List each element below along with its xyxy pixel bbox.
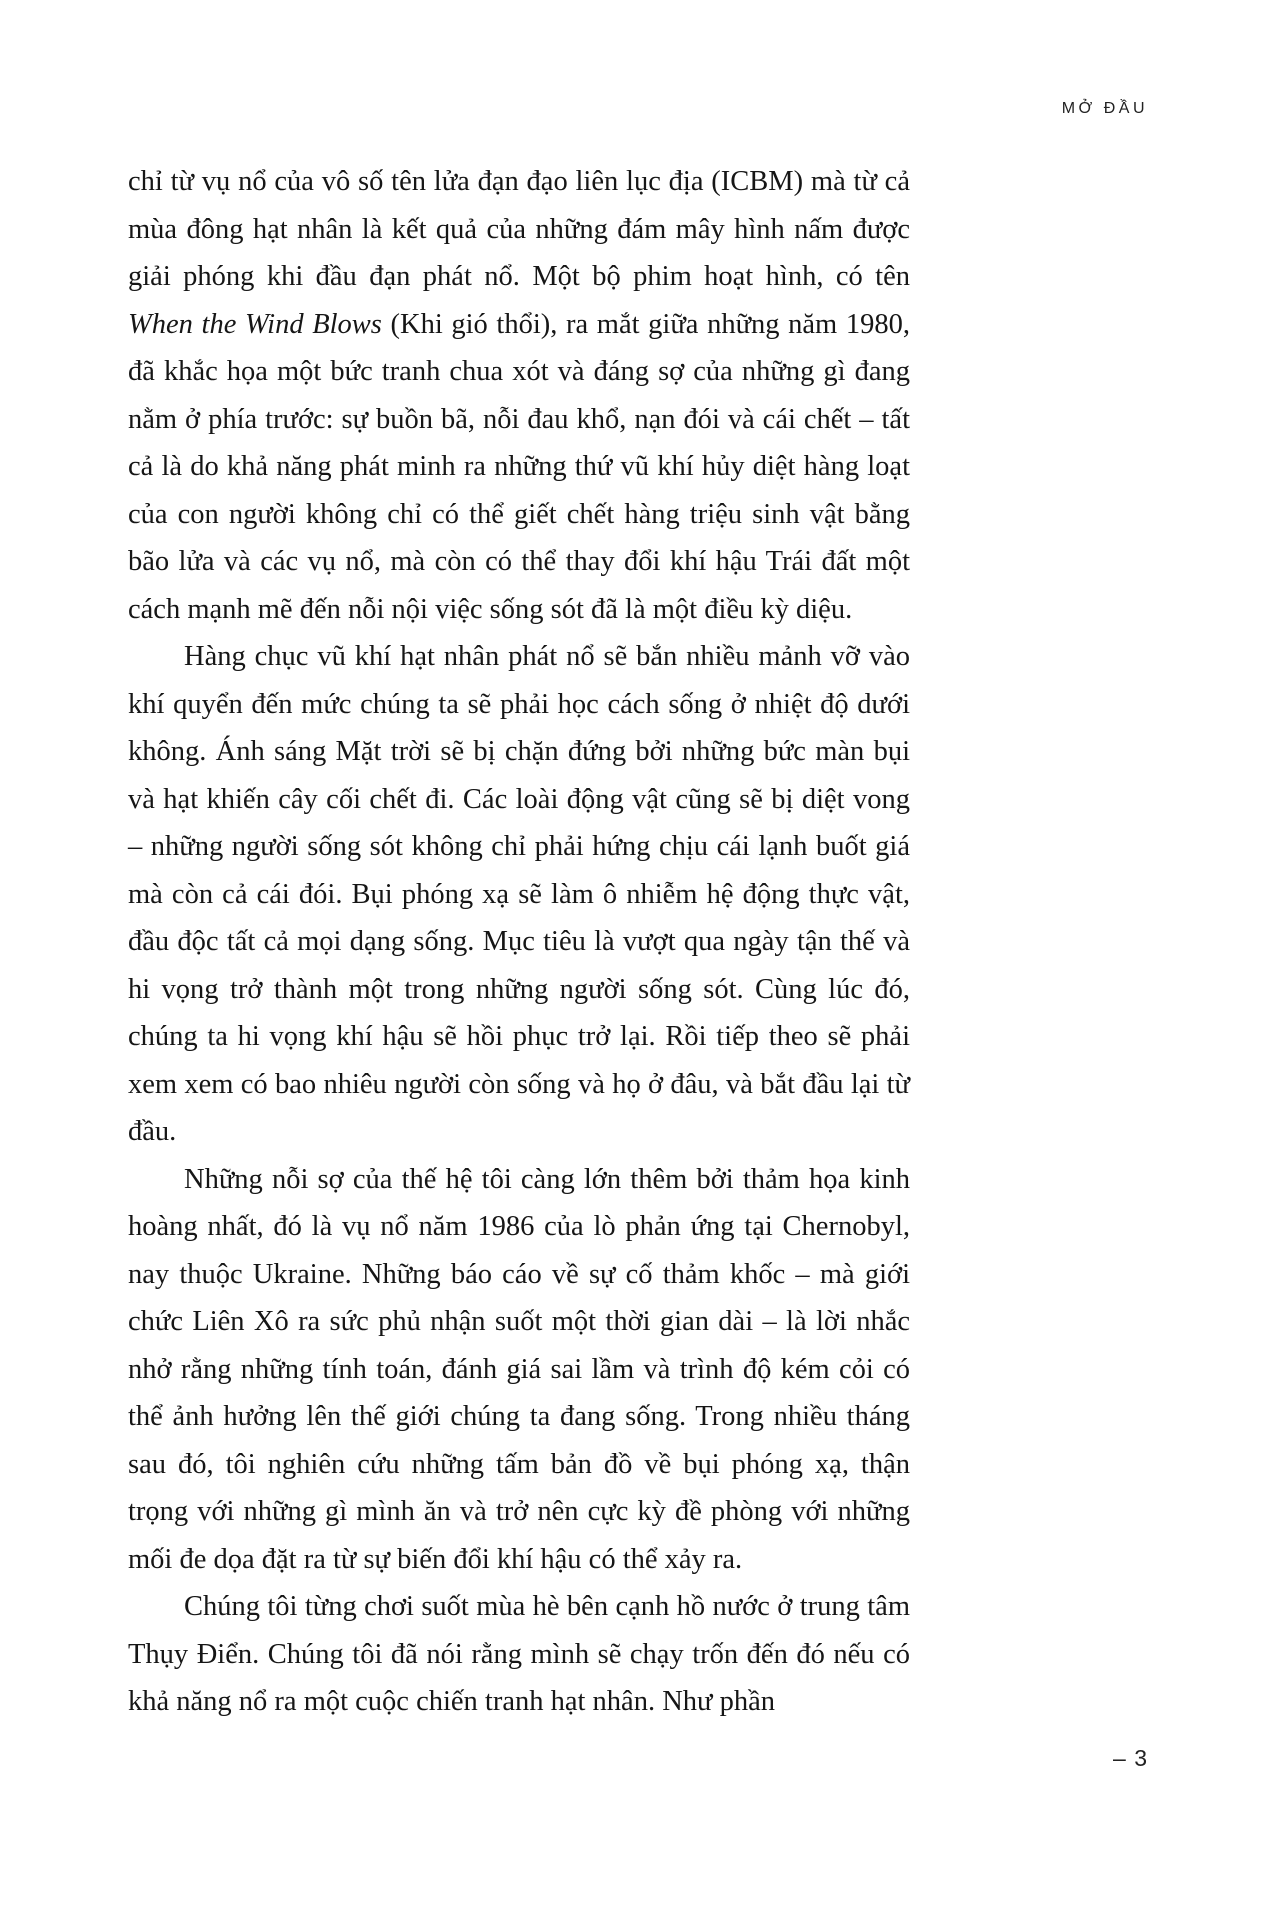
page-number: – 3	[1113, 1745, 1148, 1771]
running-head: MỞ ĐẦU	[1061, 100, 1148, 117]
film-title-italic: When the Wind Blows	[128, 308, 382, 340]
paragraph-3	[128, 1156, 910, 1584]
paragraph-2	[128, 633, 910, 1156]
text-run: Hàng chục vũ khí hạt nhân phát nổ sẽ bắn nhiều mảnh vỡ vào khí quyển đến mức chúng ta sẽ phải học cách sống ở nhiệt độ dưới không. Ánh sáng Mặt trời sẽ bị chặn đứng bởi những bức màn bụi và hạt khiến cây cối chết đi. Các loài động vật cũng sẽ bị diệt vong – những người sống sót không chỉ phải hứng chịu cái lạnh buốt giá mà còn cả cái đói. Bụi phóng xạ sẽ làm ô nhiễm hệ động thực vật, đầu độc tất cả mọi dạng sống. Mục tiêu là vượt qua ngày tận thế và hi vọng trở thành một trong những người sống sót. Cùng lúc đó, chúng ta hi vọng khí hậu sẽ hồi phục trở lại. Rồi tiếp theo sẽ phải xem xem có bao nhiêu người còn sống và họ ở đâu, và bắt đầu lại từ đầu.	[128, 641, 910, 1147]
paragraph-1	[128, 158, 910, 633]
text-run: chỉ từ vụ nổ của vô số tên lửa đạn đạo liên lục địa (ICBM) mà từ cả mùa đông hạt nhân là kết quả của những đám mây hình nấm được giải phóng khi đầu đạn phát nổ. Một bộ phim hoạt hình, có tên	[128, 166, 910, 292]
body-text-column	[128, 158, 910, 1726]
text-run: (Khi gió thổi), ra mắt giữa những năm 1980, đã khắc họa một bức tranh chua xót và đáng sợ của những gì đang nằm ở phía trước: sự buồn bã, nỗi đau khổ, nạn đói và cái chết – tất cả là do khả năng phát minh ra những thứ vũ khí hủy diệt hàng loạt của con người không chỉ có thể giết chết hàng triệu sinh vật bằng bão lửa và các vụ nổ, mà còn có thể thay đổi khí hậu Trái đất một cách mạnh mẽ đến nỗi nội việc sống sót đã là một điều kỳ diệu.	[128, 308, 910, 625]
paragraph-4	[128, 1583, 910, 1726]
text-run: Những nỗi sợ của thế hệ tôi càng lớn thêm bởi thảm họa kinh hoàng nhất, đó là vụ nổ năm 1986 của lò phản ứng tại Chernobyl, nay thuộc Ukraine. Những báo cáo về sự cố thảm khốc – mà giới chức Liên Xô ra sức phủ nhận suốt một thời gian dài – là lời nhắc nhở rằng những tính toán, đánh giá sai lầm và trình độ kém cỏi có thể ảnh hưởng lên thế giới chúng ta đang sống. Trong nhiều tháng sau đó, tôi nghiên cứu những tấm bản đồ về bụi phóng xạ, thận trọng với những gì mình ăn và trở nên cực kỳ đề phòng với những mối đe dọa đặt ra từ sự biến đổi khí hậu có thể xảy ra.	[128, 1163, 910, 1575]
text-run: Chúng tôi từng chơi suốt mùa hè bên cạnh hồ nước ở trung tâm Thụy Điển. Chúng tôi đã nói rằng mình sẽ chạy trốn đến đó nếu có khả năng nổ ra một cuộc chiến tranh hạt nhân. Như phần	[128, 1591, 910, 1717]
